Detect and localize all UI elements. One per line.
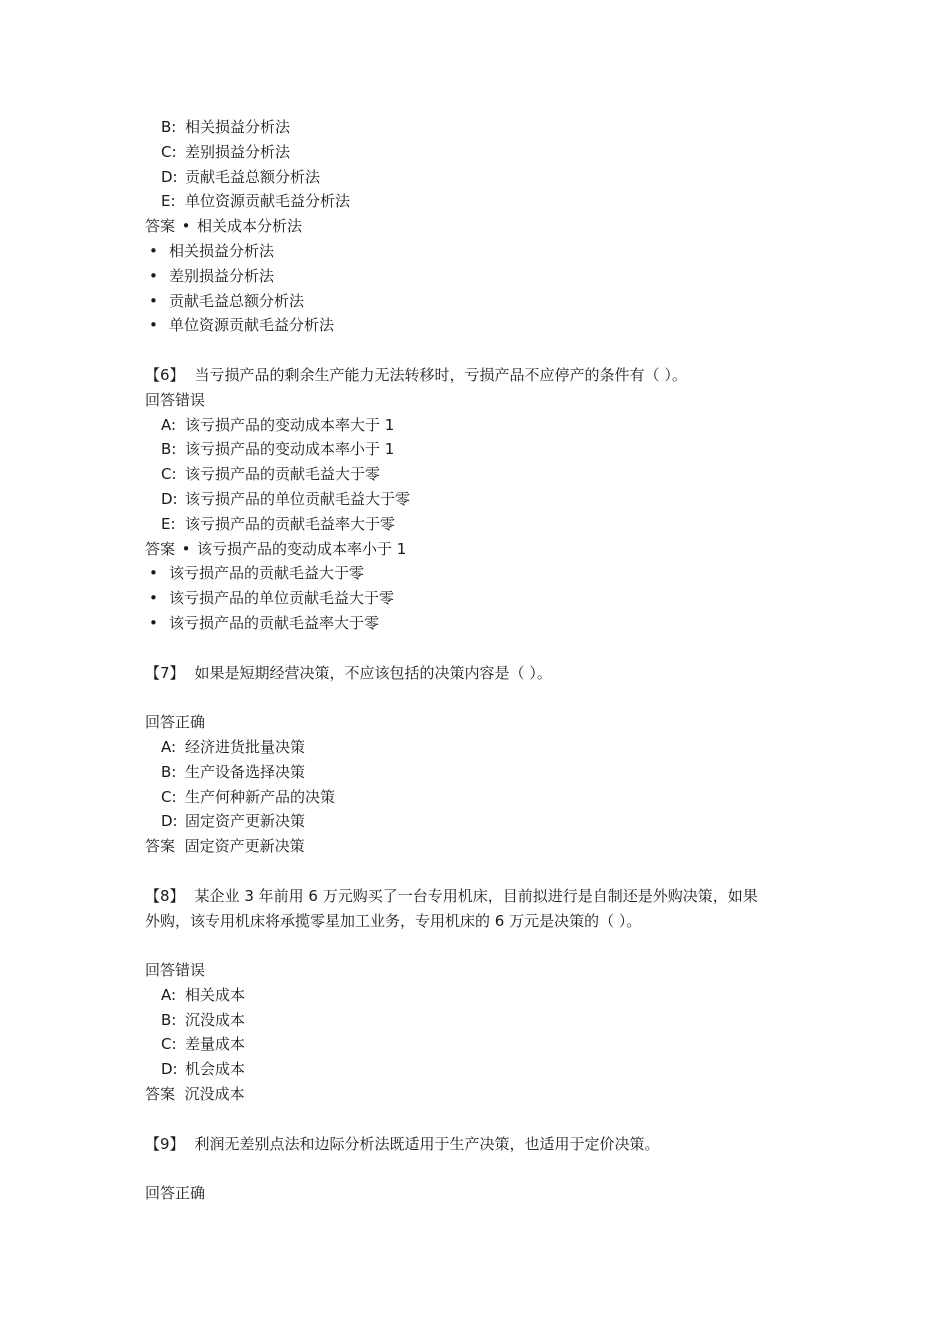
option-row <box>145 1032 825 1057</box>
bullet-icon: • <box>149 266 158 285</box>
option-label: D: <box>161 812 178 831</box>
question-text: 当亏损产品的剩余生产能力无法转移时，亏损产品不应停产的条件有（ ）。 <box>194 365 687 384</box>
option-text: 生产设备选择决策 <box>185 762 306 781</box>
answer-label: 答案 <box>145 837 176 856</box>
option-row <box>145 140 825 165</box>
option-row <box>145 437 825 462</box>
option-text: 相关成本 <box>185 985 246 1004</box>
quiz-content <box>145 115 825 1206</box>
answer-text: 该亏损产品的单位贡献毛益大于零 <box>169 589 395 608</box>
answer-row <box>145 214 825 239</box>
option-label: C: <box>161 1035 177 1054</box>
question-text: 某企业 3 年前用 6 万元购买了一台专用机床，目前拟进行是自制还是外购决策，如果 <box>194 886 758 905</box>
option-label: D: <box>161 1060 178 1079</box>
option-text: 差别损益分析法 <box>185 142 291 161</box>
question-row <box>145 1132 825 1157</box>
option-text: 差量成本 <box>185 1035 246 1054</box>
option-text: 该亏损产品的贡献毛益率大于零 <box>185 514 396 533</box>
option-text: 沉没成本 <box>185 1010 246 1029</box>
option-text: 该亏损产品的变动成本率小于 1 <box>185 440 395 459</box>
option-text: 经济进货批量决策 <box>185 737 306 756</box>
option-label: B: <box>161 1010 177 1029</box>
option-label: B: <box>161 118 177 136</box>
answer-text: 该亏损产品的贡献毛益大于零 <box>169 564 365 583</box>
answer-text: 该亏损产品的贡献毛益率大于零 <box>169 613 380 632</box>
bullet-icon: • <box>149 291 158 310</box>
result-status: 回答错误 <box>145 390 206 409</box>
option-row <box>145 983 825 1008</box>
option-label: A: <box>161 985 177 1004</box>
answer-text: 相关损益分析法 <box>169 241 275 260</box>
answer-label: 答案 <box>145 1085 176 1104</box>
option-row <box>145 1008 825 1033</box>
answer-bullet-item <box>145 264 825 289</box>
option-text: 固定资产更新决策 <box>185 812 306 831</box>
option-row <box>145 512 825 537</box>
option-row <box>145 760 825 785</box>
option-label: C: <box>161 465 177 484</box>
question-number: 【6】 <box>145 365 185 384</box>
option-label: D: <box>161 167 178 186</box>
bullet-icon: • <box>149 589 158 608</box>
option-label: C: <box>161 142 177 161</box>
option-label: D: <box>161 489 178 508</box>
question-number: 【9】 <box>145 1134 185 1153</box>
result-status: 回答正确 <box>145 713 206 732</box>
answer-row <box>145 1082 825 1107</box>
option-label: B: <box>161 440 177 459</box>
answer-text: 贡献毛益总额分析法 <box>169 291 305 310</box>
option-label: E: <box>161 192 176 211</box>
option-label: A: <box>161 737 177 756</box>
option-row <box>145 735 825 760</box>
answer-text: 单位资源贡献毛益分析法 <box>169 316 335 335</box>
question-text: 如果是短期经营决策，不应该包括的决策内容是（ ）。 <box>194 663 552 682</box>
question-row <box>145 884 825 909</box>
bullet-icon: • <box>149 241 158 260</box>
answer-row <box>145 537 825 562</box>
answer-bullet-item <box>145 313 825 338</box>
result-status: 回答错误 <box>145 961 206 980</box>
answer-row <box>145 834 825 859</box>
question-number: 【8】 <box>145 886 185 905</box>
option-text: 该亏损产品的单位贡献毛益大于零 <box>185 489 411 508</box>
option-label: E: <box>161 514 176 533</box>
question-text: 利润无差别点法和边际分析法既适用于生产决策，也适用于定价决策。 <box>194 1134 660 1153</box>
bullet-icon: • <box>181 217 191 236</box>
answer-bullet-item <box>145 611 825 636</box>
option-row <box>145 809 825 834</box>
answer-label: 答案 <box>145 217 176 236</box>
option-label: A: <box>161 415 177 434</box>
answer-bullet-item <box>145 561 825 586</box>
option-text: 相关损益分析法 <box>185 118 291 136</box>
option-row <box>145 785 825 810</box>
option-row <box>145 1057 825 1082</box>
answer-bullet-item <box>145 586 825 611</box>
answer-text: 相关成本分析法 <box>197 217 303 236</box>
option-row <box>145 165 825 190</box>
bullet-icon: • <box>149 564 158 583</box>
question-row <box>145 661 825 686</box>
option-row <box>145 189 825 214</box>
option-label: C: <box>161 787 177 806</box>
option-row <box>145 115 825 140</box>
answer-bullet-item <box>145 239 825 264</box>
question-row <box>145 363 825 388</box>
option-row <box>145 462 825 487</box>
result-status: 回答正确 <box>145 1184 206 1203</box>
option-text: 机会成本 <box>185 1060 246 1079</box>
answer-text: 差别损益分析法 <box>169 266 275 285</box>
option-text: 该亏损产品的贡献毛益大于零 <box>185 465 381 484</box>
question-number: 【7】 <box>145 663 185 682</box>
answer-bullet-item <box>145 289 825 314</box>
option-text: 该亏损产品的变动成本率大于 1 <box>185 415 395 434</box>
bullet-icon: • <box>149 316 158 335</box>
option-text: 生产何种新产品的决策 <box>185 787 336 806</box>
option-row <box>145 413 825 438</box>
bullet-icon: • <box>149 613 158 632</box>
answer-text: 该亏损产品的变动成本率小于 1 <box>197 539 407 558</box>
option-row <box>145 487 825 512</box>
bullet-icon: • <box>181 539 191 558</box>
option-text: 单位资源贡献毛益分析法 <box>185 192 351 211</box>
option-text: 贡献毛益总额分析法 <box>185 167 321 186</box>
question-text-continued: 外购，该专用机床将承揽零星加工业务，专用机床的 6 万元是决策的（ ）。 <box>145 911 642 930</box>
answer-text: 固定资产更新决策 <box>184 837 305 856</box>
answer-text: 沉没成本 <box>184 1085 245 1104</box>
option-label: B: <box>161 762 177 781</box>
answer-label: 答案 <box>145 539 176 558</box>
